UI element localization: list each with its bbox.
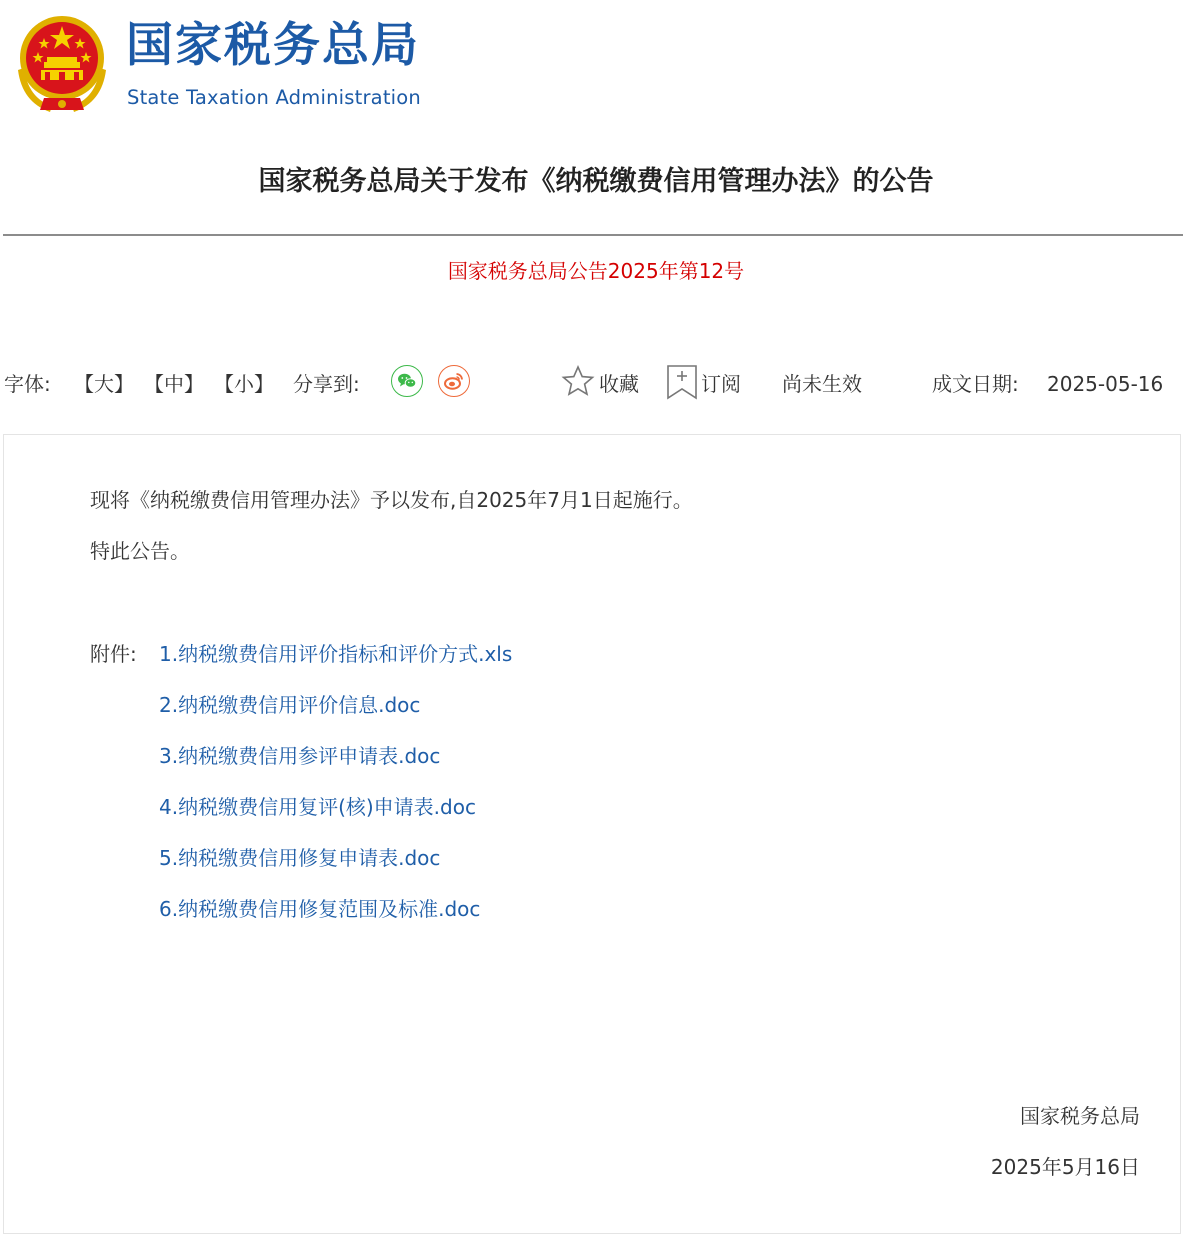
font-size-medium-button[interactable]: 【中】 xyxy=(144,372,204,396)
article-body xyxy=(3,434,1181,1234)
site-name-chinese[interactable]: 国家税务总局 xyxy=(126,18,420,73)
body-paragraph: 现将《纳税缴费信用管理办法》予以发布,自2025年7月1日起施行。 xyxy=(90,488,693,512)
effective-status: 尚未生效 xyxy=(782,372,862,396)
date-label: 成文日期: xyxy=(932,372,1019,396)
font-size-large-button[interactable]: 【大】 xyxy=(74,372,134,396)
date-value: 2025-05-16 xyxy=(1047,372,1164,396)
subscribe-button[interactable]: 订阅 xyxy=(701,372,741,396)
document-number: 国家税务总局公告2025年第12号 xyxy=(447,259,745,283)
favorite-button[interactable]: 收藏 xyxy=(599,372,639,396)
attachment-link-5[interactable]: 5.纳税缴费信用修复申请表.doc xyxy=(159,846,441,870)
weibo-icon[interactable] xyxy=(438,365,470,397)
site-name-english[interactable]: State Taxation Administration xyxy=(127,86,421,109)
attachment-link-1[interactable]: 1.纳税缴费信用评价指标和评价方式.xls xyxy=(159,642,513,666)
attachment-link-6[interactable]: 6.纳税缴费信用修复范围及标准.doc xyxy=(159,897,481,921)
article-toolbar xyxy=(0,362,1192,406)
signature-organization: 国家税务总局 xyxy=(1020,1104,1140,1128)
signature-date: 2025年5月16日 xyxy=(990,1155,1140,1179)
attachments-label: 附件: xyxy=(90,642,137,666)
title-divider xyxy=(3,234,1183,236)
attachment-link-2[interactable]: 2.纳税缴费信用评价信息.doc xyxy=(159,693,421,717)
font-size-small-button[interactable]: 【小】 xyxy=(214,372,274,396)
wechat-icon[interactable] xyxy=(391,365,423,397)
national-emblem-icon[interactable] xyxy=(14,12,110,114)
subscribe-bookmark-icon[interactable] xyxy=(666,364,698,400)
attachment-link-4[interactable]: 4.纳税缴费信用复评(核)申请表.doc xyxy=(159,795,476,819)
attachment-link-3[interactable]: 3.纳税缴费信用参评申请表.doc xyxy=(159,744,441,768)
font-size-label: 字体: xyxy=(4,372,51,396)
page-title: 国家税务总局关于发布《纳税缴费信用管理办法》的公告 xyxy=(258,166,934,197)
star-icon[interactable] xyxy=(561,364,595,398)
site-header xyxy=(0,0,1192,130)
body-paragraph-closing: 特此公告。 xyxy=(90,539,190,563)
share-label: 分享到: xyxy=(293,372,360,396)
